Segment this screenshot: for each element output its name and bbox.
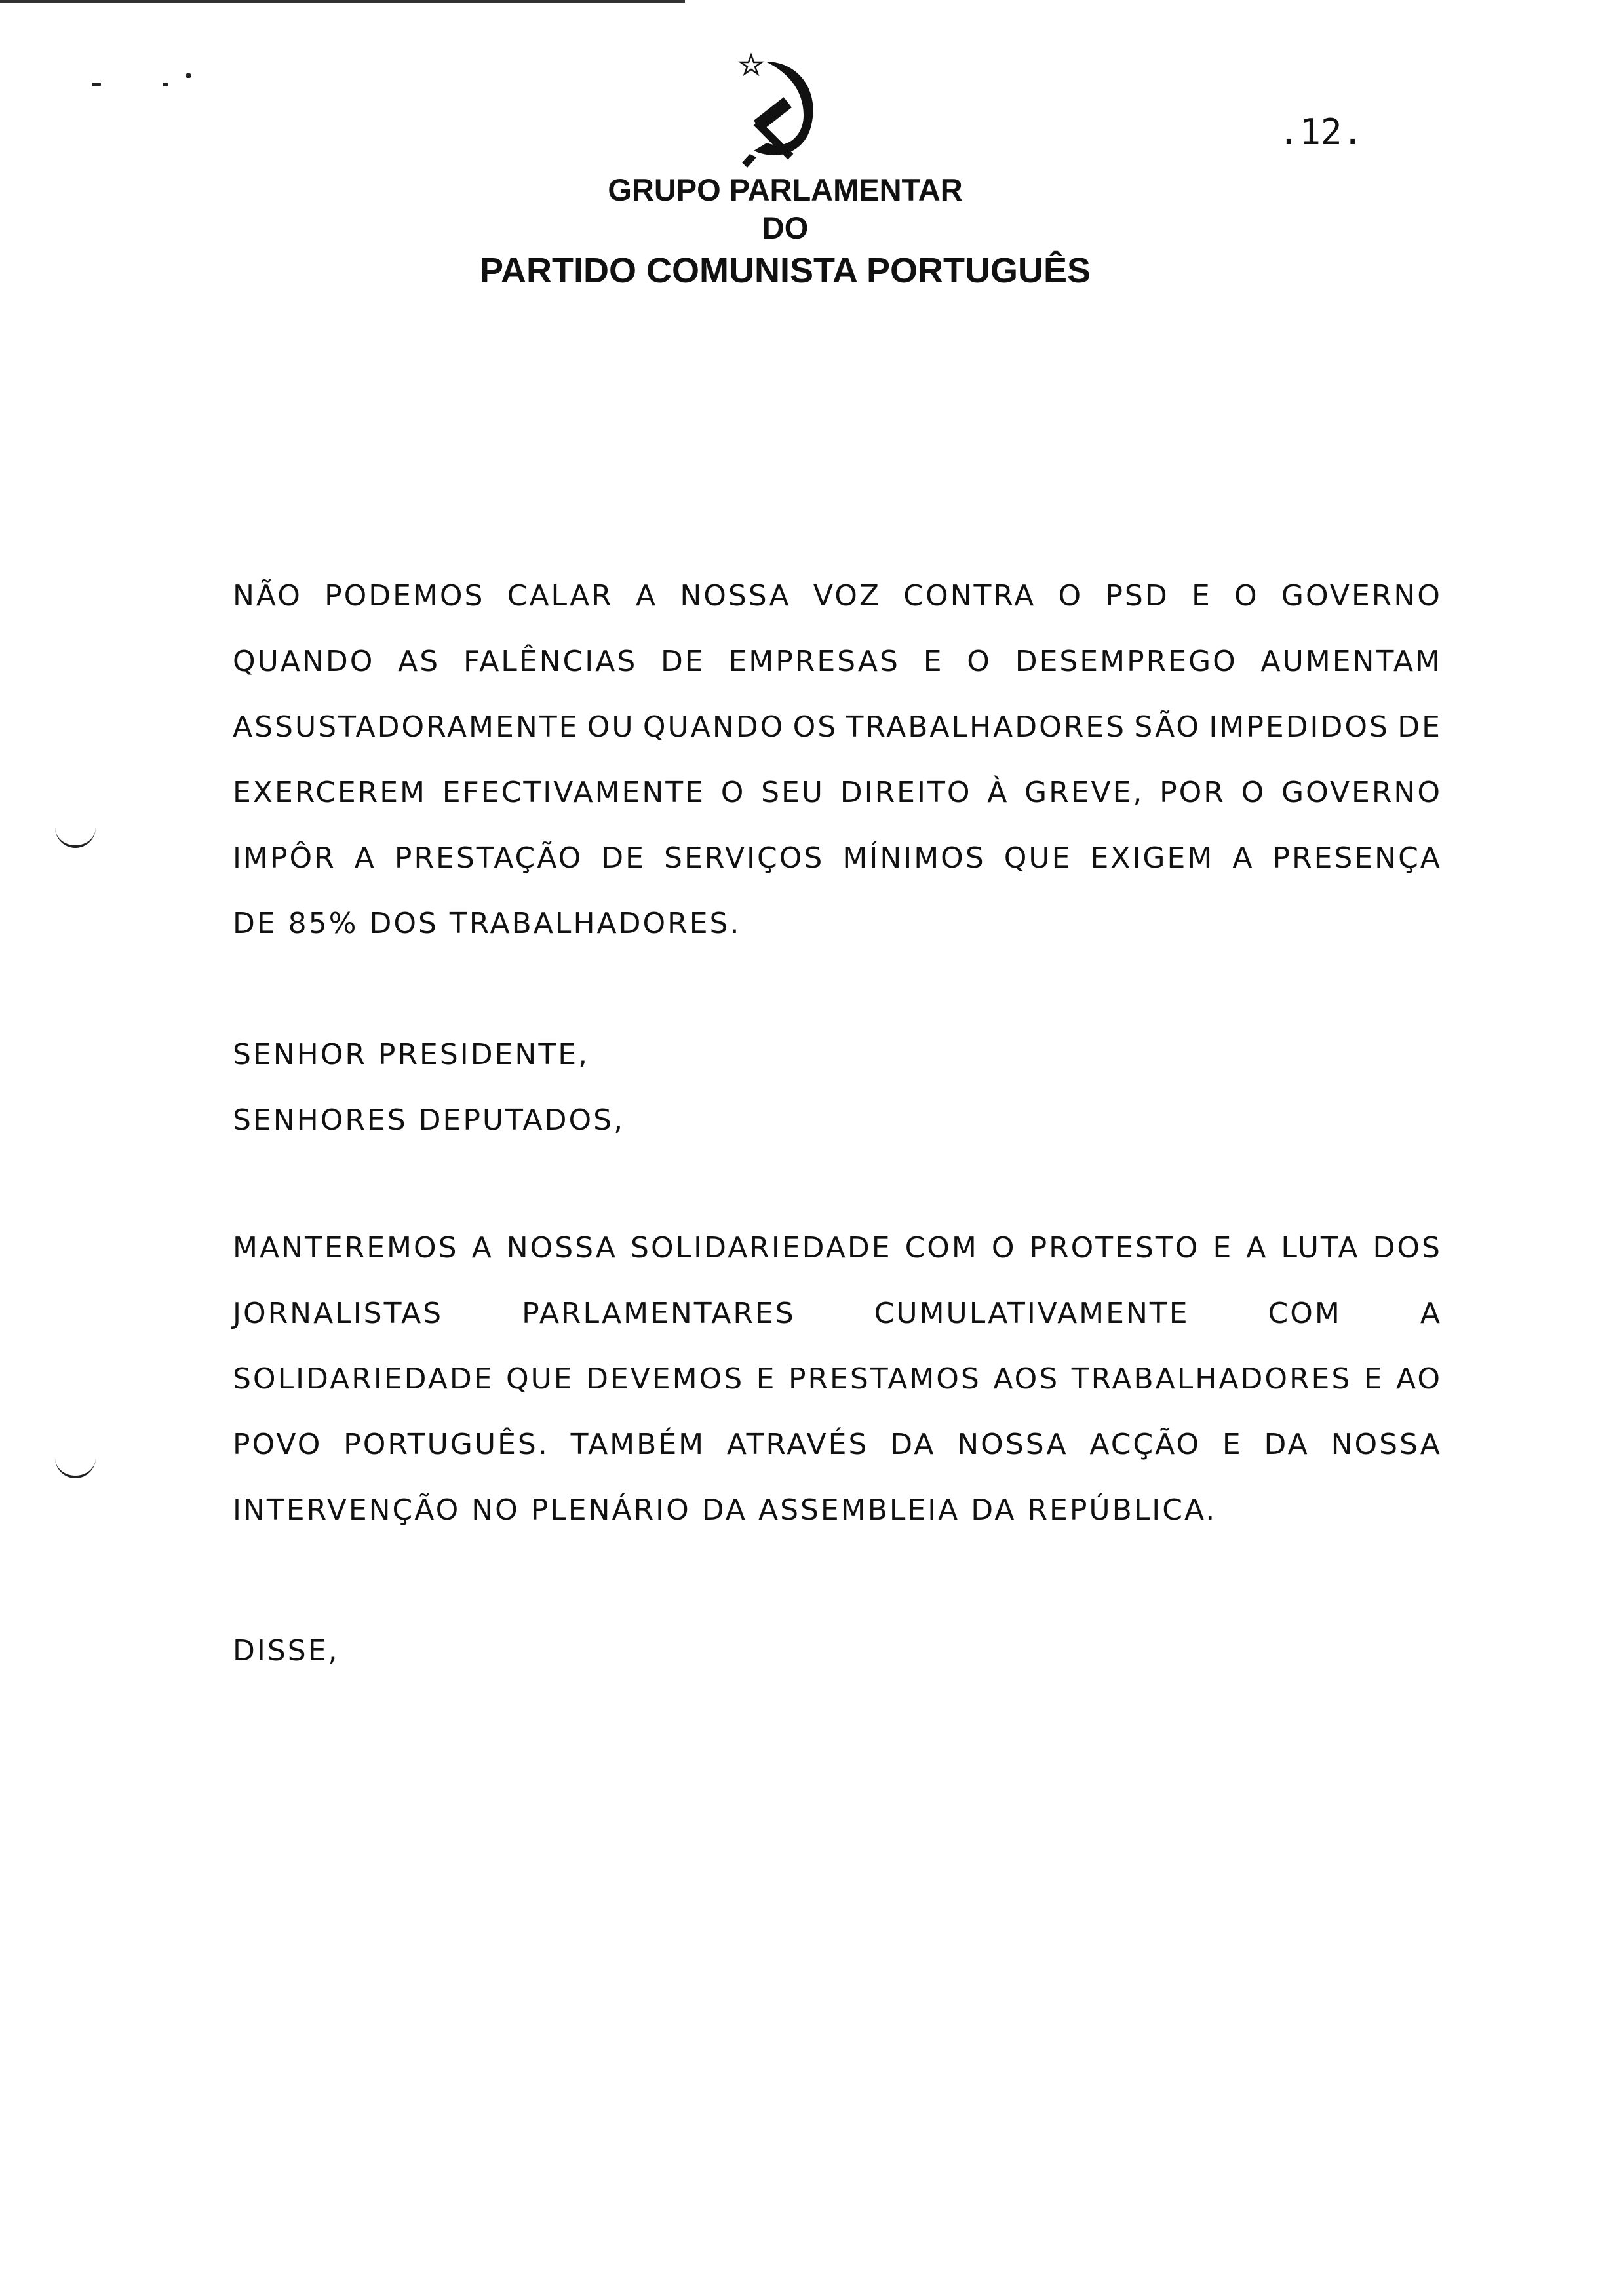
paragraph-2 — [233, 1215, 1442, 1543]
closing-line: DISSE, — [233, 1634, 340, 1668]
text-line: DE 85% DOS TRABALHADORES. — [233, 907, 741, 940]
salutation — [233, 1022, 1442, 1153]
letterhead-line-1: GRUPO PARLAMENTAR — [608, 172, 963, 207]
salutation-line: SENHORES DEPUTADOS, — [233, 1103, 625, 1137]
text-line: SOLIDARIEDADE QUE DEVEMOS E PRESTAMOS AOS TRABALHADORES E AO — [233, 1362, 1442, 1396]
letterhead-party-name: PARTIDO COMUNISTA PORTUGUÊS — [479, 251, 1091, 290]
page-number: .12. — [1278, 111, 1364, 153]
scan-speck — [92, 83, 101, 86]
scan-speck — [186, 73, 191, 78]
hammer-and-sickle-emblem — [728, 52, 826, 170]
scan-speck — [163, 83, 168, 86]
sickle-handle — [742, 154, 756, 168]
text-line: ASSUSTADORAMENTE OU QUANDO OS TRABALHADORES SÃO IMPEDIDOS DE — [233, 710, 1442, 744]
scan-mark — [55, 1457, 96, 1478]
text-line: EXERCEREM EFECTIVAMENTE O SEU DIREITO À GREVE, POR O GOVERNO — [233, 776, 1442, 809]
salutation-line: SENHOR PRESIDENTE, — [233, 1038, 589, 1071]
text-line: IMPÔR A PRESTAÇÃO DE SERVIÇOS MÍNIMOS QUE EXIGEM A PRESENÇA — [233, 841, 1442, 875]
text-line: QUANDO AS FALÊNCIAS DE EMPRESAS E O DESEMPREGO AUMENTAM — [233, 645, 1442, 678]
text-line: INTERVENÇÃO NO PLENÁRIO DA ASSEMBLEIA DA REPÚBLICA. — [233, 1493, 1217, 1527]
star-icon — [741, 55, 762, 74]
text-line: NÃO PODEMOS CALAR A NOSSA VOZ CONTRA O PSD E O GOVERNO — [233, 579, 1442, 613]
text-line: POVO PORTUGUÊS. TAMBÉM ATRAVÉS DA NOSSA ACÇÃO E DA NOSSA — [233, 1428, 1442, 1461]
scan-edge-line — [0, 0, 685, 3]
text-line: MANTEREMOS A NOSSA SOLIDARIEDADE COM O PROTESTO E A LUTA DOS — [233, 1231, 1442, 1265]
scan-mark — [55, 827, 96, 848]
text-line: JORNALISTAS PARLAMENTARES CUMULATIVAMENTE COM A — [233, 1297, 1442, 1330]
closing — [233, 1618, 1442, 1684]
paragraph-1 — [233, 564, 1442, 957]
letterhead-line-2: DO — [762, 210, 809, 245]
